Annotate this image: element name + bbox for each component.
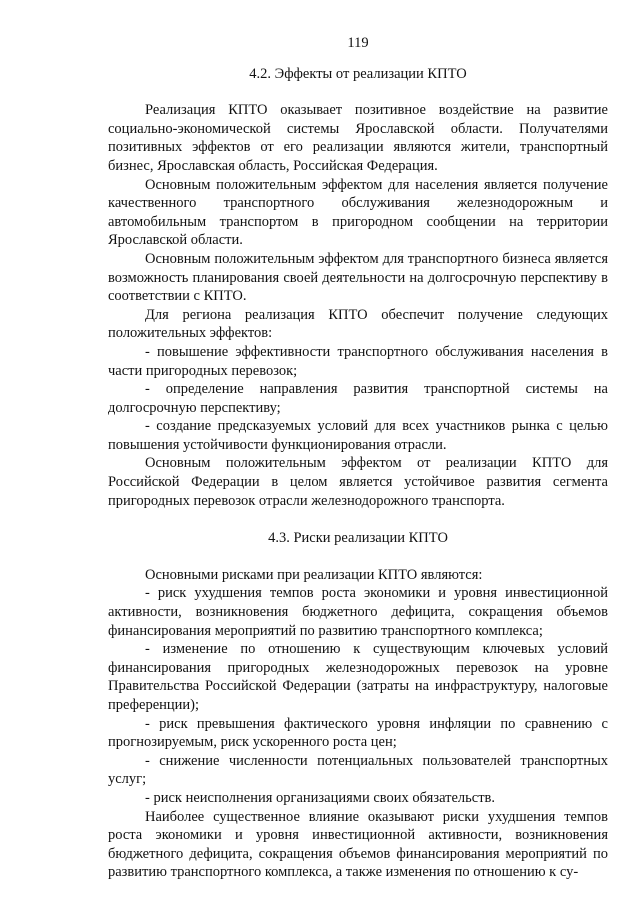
paragraph: Основным положительным эффектом от реализации КПТО для Российской Федерации в целом является устойчивое развития сегмента пригородных перевозок отрасли железнодорожного транспорта. bbox=[108, 455, 608, 509]
paragraph: Основным положительным эффектом для населения является получение качественного транспортного обслуживания железнодорожным и автомобильным транспортом в пригородном сообщении на территории Ярославской области. bbox=[108, 176, 608, 249]
list-item: - риск неисполнения организациями своих обязательств. bbox=[145, 789, 495, 806]
list-item: - повышение эффективности транспортного обслуживания населения в части пригородных перевозок; bbox=[108, 343, 608, 379]
list-item: - риск превышения фактического уровня инфляции по сравнению с прогнозируемым, риск ускоренного роста цен; bbox=[108, 715, 608, 751]
list-item: - определение направления развития транспортной системы на долгосрочную перспективу; bbox=[108, 381, 608, 416]
paragraph: Основным положительным эффектом для транспортного бизнеса является возможность планирования своей деятельности на долгосрочную перспективу в соответствии с КПТО. bbox=[108, 250, 608, 305]
paragraph: Наиболее существенное влияние оказывают риски ухудшения темпов роста экономики и уровня инвестиционной активности, возникновения бюджетного дефицита, сокращения объемов финансирования мероприятий по развитию транспортного комплекса, а также изменения по отношению к су- bbox=[108, 808, 608, 881]
document-page bbox=[108, 34, 608, 882]
page-number: 119 bbox=[347, 35, 369, 51]
paragraph: Реализация КПТО оказывает позитивное воздействие на развитие социально-экономической системы Ярославской области. Получателями позитивных эффектов от его реализации являются жители, транспортный бизнес, Ярославская область, Российская Федерация. bbox=[108, 102, 608, 174]
list-item: - создание предсказуемых условий для всех участников рынка с целью повышения устойчивости функционирования отрасли. bbox=[108, 418, 608, 453]
paragraph: Для региона реализация КПТО обеспечит получение следующих положительных эффектов: bbox=[108, 306, 608, 342]
section-heading-effects: 4.2. Эффекты от реализации КПТО bbox=[249, 65, 467, 82]
list-item: - риск ухудшения темпов роста экономики и уровня инвестиционной активности, возникновения бюджетного дефицита, сокращения объемов финансирования мероприятий по развитию транспортного комплекса; bbox=[108, 585, 608, 639]
list-item: - изменение по отношению к существующим ключевых условий финансирования пригородных железнодорожных перевозок на уровне Правительства Российской Федерации (затраты на инфраструктуру, налоговые преференции); bbox=[108, 641, 608, 713]
list-item: - снижение численности потенциальных пользователей транспортных услуг; bbox=[108, 752, 608, 788]
section-heading-risks: 4.3. Риски реализации КПТО bbox=[268, 530, 448, 547]
paragraph: Основными рисками при реализации КПТО являются: bbox=[145, 566, 483, 583]
